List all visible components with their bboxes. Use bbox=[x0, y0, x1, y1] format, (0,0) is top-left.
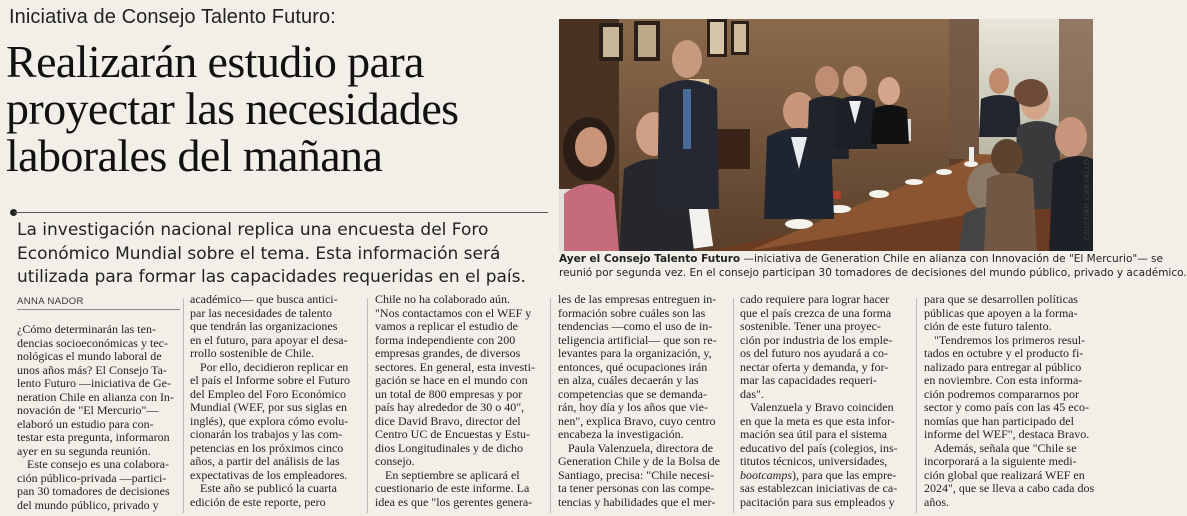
body-text-line: Santiago, precisa: "Chile necesi- bbox=[558, 467, 715, 482]
body-text-line: sostenible. Tener una proyec- bbox=[740, 319, 881, 333]
headline bbox=[6, 38, 546, 179]
body-text-line: Este consejo es una colabora- bbox=[27, 457, 169, 471]
body-text-line: "Nos contactamos con el WEF y bbox=[375, 305, 532, 320]
body-text-line: dencias socioeconómicas y tec- bbox=[17, 335, 168, 350]
body-text-line: en alza, cuáles decaerán y las bbox=[558, 373, 699, 387]
headline-line: Realizarán estudio para bbox=[6, 36, 424, 87]
photo-caption bbox=[559, 253, 1187, 280]
meeting-photo bbox=[559, 19, 1093, 251]
body-text-line: incorporará a la siguiente medi- bbox=[924, 454, 1077, 468]
body-text-line: cuestionario de este informe. La bbox=[375, 481, 530, 495]
body-text-line: neration Chile en alianza con In- bbox=[17, 389, 174, 404]
body-text-line: elaboró un estudio para con- bbox=[17, 416, 154, 431]
kicker: Iniciativa de Consejo Talento Futuro: bbox=[9, 6, 336, 28]
body-text-line: mación sea útil para el sistema bbox=[740, 427, 887, 441]
body-text-line: ción podremos compararnos por bbox=[924, 386, 1079, 401]
deck-line: utilizada para formar las capacidades requeridas en el país. bbox=[17, 267, 526, 287]
body-text-line: competencias que se demanda- bbox=[558, 386, 707, 401]
body-text-line: que el país crezca de una forma bbox=[740, 305, 892, 320]
body-text-line: unos años más? El Consejo Ta- bbox=[17, 362, 167, 377]
body-text-line: pacitación para sus empleados y bbox=[740, 494, 895, 509]
body-text-line: ción público-privada —partici- bbox=[17, 470, 167, 485]
body-text-line: que tendrán las organizaciones bbox=[190, 319, 338, 333]
body-text-line: En septiembre se aplicará el bbox=[385, 467, 520, 482]
body-text-line: par las necesidades de talento bbox=[190, 305, 332, 320]
body-text-line: pan 30 tomadores de decisiones bbox=[17, 484, 170, 498]
body-column-2 bbox=[190, 293, 356, 509]
body-text-line: formación sobre cuáles son las bbox=[558, 305, 706, 320]
photo-credit: CRISTIÁN CARVALLO bbox=[1084, 158, 1091, 240]
caption-line: reunió por segunda vez. En el consejo participan 30 tomadores de decisiones del mundo público, privado y académico. bbox=[559, 266, 1187, 279]
body-text-line: nomías que han participado del bbox=[924, 413, 1074, 428]
body-text-line: lento Futuro —iniciativa de Ge- bbox=[17, 376, 171, 390]
body-text-line: en noviembre. Con esta informa- bbox=[924, 373, 1083, 387]
body-text-line: Chile no ha colaborado aún. bbox=[375, 292, 510, 306]
body-column-5 bbox=[740, 293, 906, 509]
body-text-line: cionarán los trabajos y las com- bbox=[190, 427, 343, 441]
headline-line: proyectar las necesidades bbox=[6, 83, 459, 134]
body-text-line: nen", explica Bravo, cuyo centro bbox=[558, 413, 716, 428]
body-text-line: inglés), que explora cómo evolu- bbox=[190, 413, 349, 428]
body-column-1 bbox=[17, 323, 183, 512]
body-text-line: ción de este futuro talento. bbox=[924, 319, 1052, 333]
body-text-line: del mundo público, privado y bbox=[17, 497, 159, 512]
body-text-line: en el futuro, para apoyar el desa- bbox=[190, 332, 348, 347]
caption-text: —iniciativa de Generation Chile en alianza con Innovación de "El Mercurio"— se bbox=[740, 253, 1163, 265]
body-text-line: sectores. En general, esta investi- bbox=[375, 359, 535, 374]
column-divider bbox=[367, 298, 368, 513]
body-text-line: tencias y habilidades que el mer- bbox=[558, 494, 716, 509]
body-text-line: edición de este reporte, pero bbox=[190, 494, 326, 509]
body-text-line: cado requiere para lograr hacer bbox=[740, 292, 890, 306]
body-text-line: entonces, qué ocupaciones irán bbox=[558, 359, 708, 374]
body-text-line: Este año se publicó la cuarta bbox=[200, 481, 337, 495]
body-text-line: un total de 800 empresas y por bbox=[375, 386, 523, 401]
body-text-line: nológicas el mundo laboral de bbox=[17, 349, 162, 363]
body-text-line: empresas grandes, de diversos bbox=[375, 346, 521, 360]
column-divider bbox=[550, 298, 551, 513]
body-text-line: ción global que realizará WEF en bbox=[924, 467, 1085, 482]
body-text-line: ayer en su segunda reunión. bbox=[17, 443, 151, 458]
body-text-line: Generation Chile y de la Bolsa de bbox=[558, 454, 720, 468]
body-text-line: del Empleo del Foro Económico bbox=[190, 386, 346, 401]
body-text-line: sas establezcan iniciativas de ca- bbox=[740, 481, 898, 495]
body-text-line: forma independiente con 200 bbox=[375, 332, 516, 347]
body-text-line: en que la meta es que esta infor- bbox=[740, 413, 895, 428]
body-column-3 bbox=[375, 293, 541, 509]
body-text-line: expectativas de los empleadores. bbox=[190, 467, 348, 482]
body-text-line: ción por industria de los emple- bbox=[740, 332, 893, 347]
body-text-line: años, a partir del análisis de las bbox=[190, 454, 340, 468]
byline: ANNA NADOR bbox=[17, 296, 84, 307]
body-text-line: educativo del país (colegios, ins- bbox=[740, 440, 898, 455]
body-text-line: tendencias —como el uso de in- bbox=[558, 319, 713, 333]
body-text-line: levantes para la organización, y, bbox=[558, 346, 712, 360]
body-text-line: sector y como país con las 45 eco- bbox=[924, 400, 1089, 414]
divider bbox=[17, 309, 180, 310]
body-text-line: idea es que "los gerentes genera- bbox=[375, 494, 533, 509]
body-text-line: gación se hace en el mundo con bbox=[375, 373, 528, 387]
body-text-line: 2024", que se lleva a cabo cada dos bbox=[924, 481, 1095, 495]
body-text-line: Además, señala que "Chile se bbox=[934, 440, 1077, 455]
body-text-line: Valenzuela y Bravo coinciden bbox=[750, 400, 894, 414]
body-text-line: dice David Bravo, director del bbox=[375, 413, 521, 428]
body-text-line: nalizado para entregar al público bbox=[924, 359, 1082, 374]
deck-line: La investigación nacional replica una encuesta del Foro bbox=[17, 220, 489, 240]
caption-line bbox=[559, 253, 1163, 267]
body-text-line: novación de "El Mercurio"— bbox=[17, 403, 159, 417]
body-text-line: Paula Valenzuela, directora de bbox=[568, 440, 714, 455]
body-text-line: os del futuro nos ayudará a co- bbox=[740, 346, 888, 360]
body-text-line: años. bbox=[924, 494, 949, 509]
body-text-line: nectar oferta y demanda, y for- bbox=[740, 359, 889, 374]
body-text-line: consejo. bbox=[375, 454, 415, 468]
body-column-4 bbox=[558, 293, 724, 509]
body-text-line: país hay alrededor de 30 o 40", bbox=[375, 400, 525, 414]
divider bbox=[14, 212, 548, 213]
body-text-line: testar esta pregunta, informaron bbox=[17, 430, 170, 444]
column-divider bbox=[733, 298, 734, 513]
body-text-line: Centro UC de Encuestas y Estu- bbox=[375, 427, 530, 441]
body-text-line: petencias en los próximos cinco bbox=[190, 440, 344, 455]
body-text-line: mar las capacidades requeri- bbox=[740, 373, 877, 387]
body-column-6 bbox=[924, 292, 1095, 509]
body-text-line: tados en octubre y el producto fi- bbox=[924, 346, 1084, 360]
body-text-line: Mundial (WEF, por sus siglas en bbox=[190, 400, 348, 414]
body-text-line: ¿Cómo determinarán las ten- bbox=[17, 322, 156, 336]
body-text-line: rán, hoy día y los años que vie- bbox=[558, 400, 708, 414]
deck-line: Económico Mundial sobre el tema. Esta información será bbox=[17, 243, 501, 264]
body-text-line: rrollo sostenible de Chile. bbox=[190, 346, 314, 360]
body-text-line: das". bbox=[740, 386, 764, 401]
body-text-line: informe del WEF", destaca Bravo. bbox=[924, 427, 1090, 441]
body-text-line: el país el Informe sobre el Futuro bbox=[190, 373, 350, 387]
body-text-line: públicas que apoyen a la forma- bbox=[924, 305, 1078, 320]
headline-line: laborales del mañana bbox=[6, 130, 383, 181]
body-text-line: ta tener personas con las compe- bbox=[558, 481, 715, 495]
body-text-line: encabeza la investigación. bbox=[558, 427, 684, 441]
body-text-line: "Tendremos los primeros resul- bbox=[934, 332, 1086, 347]
column-divider bbox=[183, 298, 184, 513]
body-text-line: académico— que busca antici- bbox=[190, 292, 338, 306]
body-text-line: titutos técnicos, universidades, bbox=[740, 454, 888, 468]
body-text-line: les de las empresas entreguen in- bbox=[558, 292, 717, 306]
caption-bold: Ayer el Consejo Talento Futuro bbox=[559, 253, 741, 265]
column-divider bbox=[916, 298, 917, 513]
meeting-photo-illustration bbox=[559, 19, 1093, 251]
body-text-line: bootcamps), para que las empre- bbox=[740, 467, 897, 482]
body-text-line: teligencia artificial— que son re- bbox=[558, 332, 717, 347]
deck bbox=[17, 219, 547, 290]
body-text-line: Por ello, decidieron replicar en bbox=[200, 359, 349, 374]
body-text-line: vamos a replicar el estudio de bbox=[375, 319, 518, 333]
body-text-line: dios Longitudinales y de dicho bbox=[375, 440, 523, 455]
body-text-line: para que se desarrollen políticas bbox=[924, 292, 1078, 306]
